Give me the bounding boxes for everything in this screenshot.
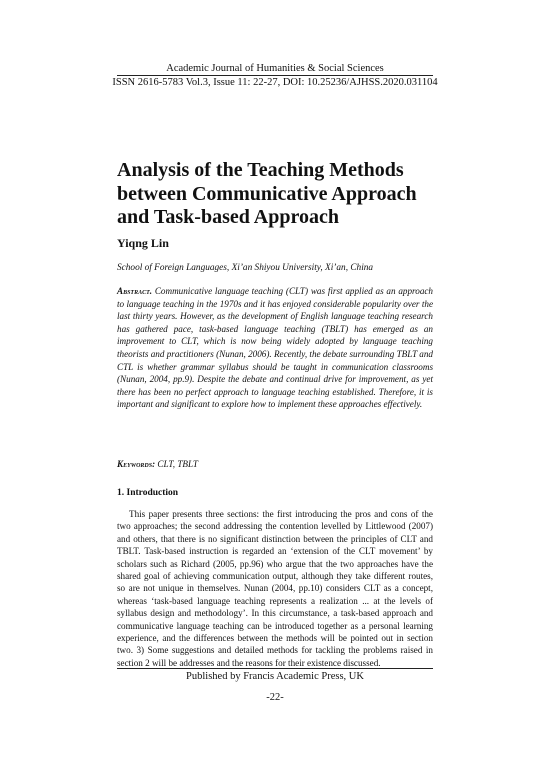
author-name: Yiqng Lin: [117, 236, 169, 250]
abstract-label: Abstract.: [117, 286, 153, 296]
keywords-text: CLT, TBLT: [155, 459, 198, 469]
page-number: -22-: [266, 692, 284, 703]
section-heading-introduction: 1. Introduction: [117, 488, 179, 498]
keywords-label: Keywords:: [117, 459, 156, 469]
publisher-line: Published by Francis Academic Press, UK: [186, 671, 364, 682]
author-affiliation: School of Foreign Languages, Xi’an Shiyou University, Xi’an, China: [117, 263, 374, 273]
footer-rule: [117, 668, 433, 669]
abstract-text: Communicative language teaching (CLT) was first applied as an approach to language teaching in the 1970s and it has enjoyed considerable popularity over the last thirty years. However, as the development of English language teaching research has gathered pace, task-based language teaching (TBLT) has emerged as an improvement to CLT, which is now being widely adopted by language teaching theorists and practitioners (Nunan, 2006). Recently, the debate surrounding TBLT and CTL is whether grammar syllabus should be taught in communication classrooms (Nunan, 2004, pp.9). Despite the debate and continual drive for improvement, as yet there has been no perfect approach to language teaching established. Therefore, it is important and significant to explore how to implement these approaches effectively.: [117, 286, 433, 410]
keywords: [117, 458, 433, 470]
introduction-paragraph: This paper presents three sections: the first introducing the pros and cons of the two approaches; the second addressing the contention levelled by Littlewood (2007) and others, that there is no significant distinction between the principles of CLT and TBLT. Task-based instruction is regarded an ‘extension of the CLT movement’ by scholars such as Richard (2005, pp.96) who argue that the two approaches have the shared goal of achieving communication output, although they take different routes, so are not unique in themselves. Nunan (2004, pp.10) considers CLT as a concept, whereas ‘task-based language teaching represents a realization ... at the levels of syllabus design and methodology’. In this circumstance, a task-based approach and communicative language teaching can be introduced together as a personal learning experience, and the differences between the methods will be pointed out in section two. 3) Some suggestions and detailed methods for tackling the problems raised in section 2 will be addresses and the reasons for their existence discussed.: [117, 509, 433, 668]
paper-title: Analysis of the Teaching Methods between Communicative Approach and Task-based Approach: [117, 159, 417, 228]
journal-name: Academic Journal of Humanities & Social Sciences: [166, 63, 384, 74]
abstract: [117, 285, 433, 411]
issn-line: ISSN 2616-5783 Vol.3, Issue 11: 22-27, DOI: 10.25236/AJHSS.2020.031104: [112, 77, 438, 88]
